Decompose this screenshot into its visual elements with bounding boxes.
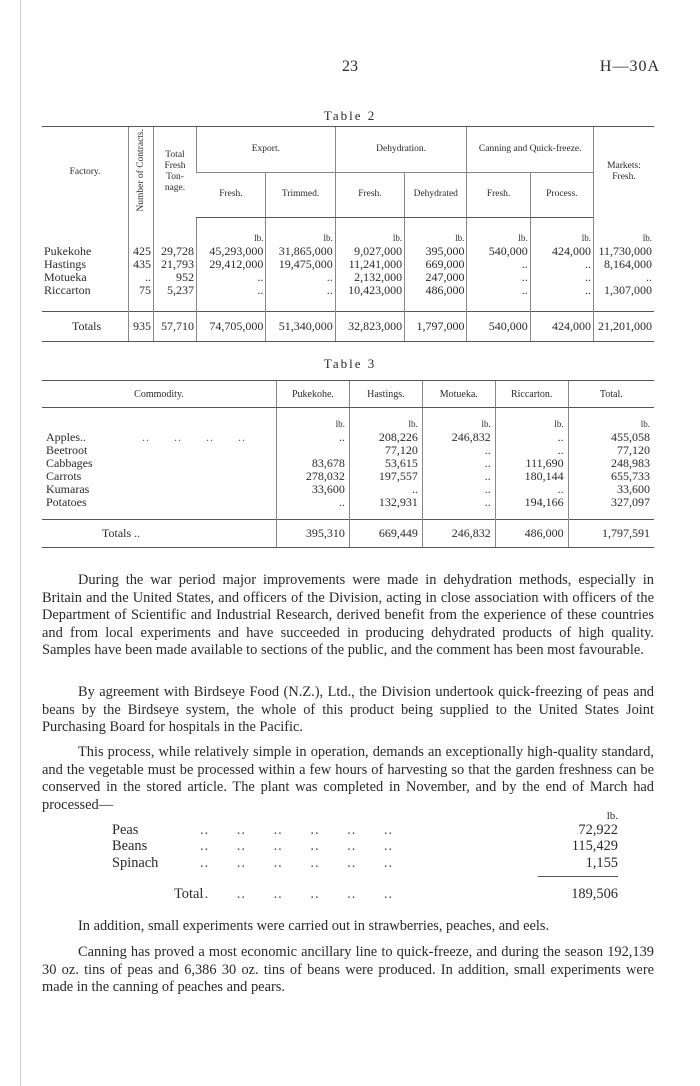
dehy-dehydrated-header: Dehydrated bbox=[405, 172, 467, 218]
table-row: Beetroot 77,120 .. .. 77,120 bbox=[42, 444, 654, 457]
table-row: Hastings 435 21,793 29,412,000 19,475,000 11,241,000 669,000 .. .. 8,164,000 bbox=[44, 257, 652, 271]
table2 bbox=[42, 126, 654, 342]
list-item: Beans .. .. .. .. .. .. 115,429 bbox=[112, 838, 618, 854]
document-id: H—30A bbox=[599, 58, 660, 75]
list-item: Peas .. .. .. .. .. .. 72,922 bbox=[112, 822, 618, 838]
table-row: Motueka .. 952 .. .. 2,132,000 247,000 .. .. .. bbox=[44, 270, 652, 284]
factory-header: Factory. bbox=[42, 127, 129, 218]
paragraph-canning: Canning has proved a most economic ancillary line to quick-freeze, and during the season 192,139 30 oz. tins of peas and 6,386 30 oz. tins of beans were produced. In addition, small experiments were made in the canning of peaches and pears. bbox=[42, 944, 654, 995]
table-row: Pukekohe 425 29,728 45,293,000 31,865,000 9,027,000 395,000 540,000 424,000 11,730,000 bbox=[44, 244, 652, 258]
units-row: lb. lb. lb. lb. lb. bbox=[42, 408, 654, 432]
dehy-fresh-header: Fresh. bbox=[335, 172, 404, 218]
paragraph-process: This process, while relatively simple in operation, demands an exceptionally high-quality standard, and the vegetable must be processed within a few hours of harvesting so that the garden freshness can be conserved in the stored article. The plant was completed in November, and by the end of March had processed— bbox=[42, 744, 654, 813]
markets-header: Markets: Fresh. bbox=[594, 127, 655, 218]
total-header: Total. bbox=[568, 381, 654, 408]
table2-title: Table 2 bbox=[323, 108, 377, 123]
table-row: Carrots 278,032 197,557 .. 180,144 655,733 bbox=[42, 470, 654, 483]
processed-total: Total .. .. .. .. .. .. 189,506 bbox=[174, 886, 618, 902]
units-row: lb. lb. lb. lb. lb. lb. lb. bbox=[42, 218, 654, 246]
hastings-header: Hastings. bbox=[349, 381, 422, 408]
list-item: Spinach .. .. .. .. .. .. 1,155 bbox=[112, 855, 618, 871]
paragraph-birdseye: By agreement with Birdseye Food (N.Z.), Ltd., the Division undertook quick-freezing of peas and beans by the Birdseye system, the whole of this product being supplied to the United States Joint Purchasing Board for hospitals in the Pacific. bbox=[42, 684, 654, 735]
table-row: Cabbages 83,678 53,615 .. 111,690 248,983 bbox=[42, 457, 654, 470]
motueka-header: Motueka. bbox=[422, 381, 495, 408]
table3 bbox=[42, 380, 654, 548]
page-number: 23 bbox=[342, 58, 358, 75]
contracts-header: Number of Contracts. bbox=[129, 127, 154, 218]
paragraph-dehydration: During the war period major improvements were made in dehydration methods, especially in Britain and the United States, and officers of the Division, acting in close association with officers of the Department of Scientific and Industrial Research, derived benefit from the experience of these countries and from local experiments and have succeeded in producing dehydrated products of high quality. Samples have been made available to sections of the public, and the comment has been most favourable. bbox=[42, 572, 654, 658]
processed-unit: lb. bbox=[606, 810, 618, 822]
table-row: Kumaras 33,600 .. .. .. 33,600 bbox=[42, 483, 654, 496]
canning-header: Canning and Quick-freeze. bbox=[467, 127, 594, 173]
commodity-header: Commodity. bbox=[42, 381, 277, 408]
dehydration-header: Dehydration. bbox=[335, 127, 467, 173]
totals-row: Totals 935 57,710 74,705,000 51,340,000 32,823,000 1,797,000 540,000 424,000 21,201,000 bbox=[42, 312, 654, 342]
can-fresh-header: Fresh. bbox=[467, 172, 530, 218]
export-trimmed-header: Trimmed. bbox=[266, 172, 335, 218]
table-row: Potatoes .. 132,931 .. 194,166 327,097 bbox=[42, 496, 654, 520]
export-fresh-header: Fresh. bbox=[197, 172, 266, 218]
table3-title: Table 3 bbox=[323, 356, 377, 371]
paragraph-experiments: In addition, small experiments were carried out in strawberries, peaches, and eels. bbox=[78, 918, 550, 934]
page-left-edge bbox=[20, 0, 21, 1086]
sum-rule bbox=[538, 876, 618, 877]
table-row: Apples.. .. .. .. .. .. 208,226 246,832 .. 455,058 bbox=[42, 431, 654, 444]
table-row: Riccarton 75 5,237 .. .. 10,423,000 486,000 .. .. 1,307,000 bbox=[42, 284, 654, 312]
totals-row: Totals .. 395,310 669,449 246,832 486,000 1,797,591 bbox=[42, 520, 654, 548]
export-header: Export. bbox=[197, 127, 336, 173]
pukekohe-header: Pukekohe. bbox=[277, 381, 350, 408]
riccarton-header: Riccarton. bbox=[495, 381, 568, 408]
tonnage-header: Total Fresh Ton- nage. bbox=[154, 127, 197, 218]
can-process-header: Process. bbox=[530, 172, 593, 218]
